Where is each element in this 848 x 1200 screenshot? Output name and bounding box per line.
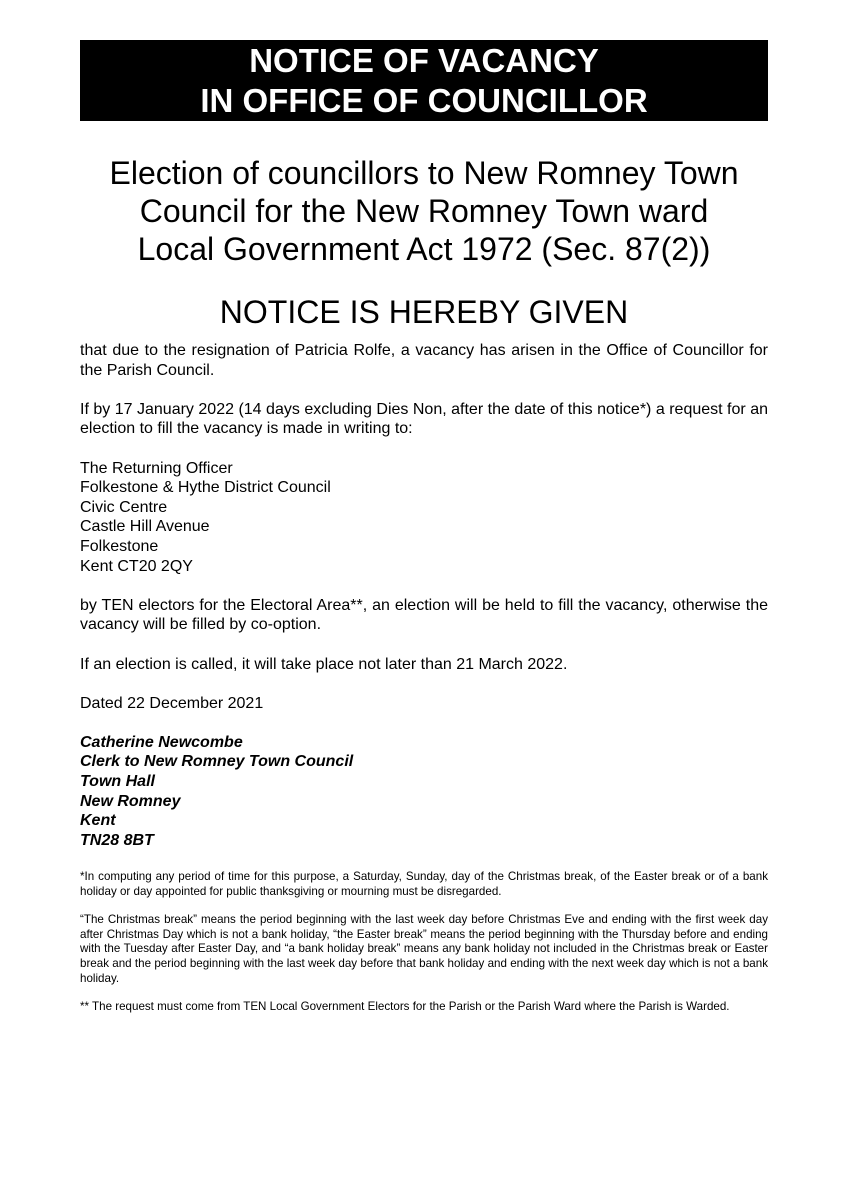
notice-heading: NOTICE IS HEREBY GIVEN <box>219 294 629 330</box>
clerk-signature-block <box>80 733 768 851</box>
signature-line: Clerk to New Romney Town Council <box>80 753 354 771</box>
vacancy-paragraph: that due to the resignation of Patricia Rolfe, a vacancy has arisen in the Office of Councillor for the Parish Council. <box>80 342 768 379</box>
address-line: Folkestone <box>80 537 159 555</box>
footnote-break-definitions: “The Christmas break” means the period beginning with the last week day before Christmas Eve and ending with the first week day after Christmas Day which is not a bank holiday, “the Easter break” means the period beginning with the Thursday before and ending with the Tuesday after Easter Day, and “a bank holiday break” means any bank holiday not included in the Christmas break or Easter break and the period beginning with the last week day before that bank holiday and ending with the next week day which is not a bank holiday. <box>80 913 768 985</box>
returning-officer-address <box>80 459 768 577</box>
electors-paragraph: by TEN electors for the Electoral Area**, an election will be held to fill the vacancy, otherwise the vacancy will be filled by co-option. <box>80 596 768 634</box>
election-date-paragraph: If an election is called, it will take place not later than 21 March 2022. <box>80 655 568 673</box>
title-banner <box>80 40 768 121</box>
signature-line: Kent <box>80 812 116 830</box>
footnote-computing-period: *In computing any period of time for this purpose, a Saturday, Sunday, day of the Christmas break, of the Easter break or of a bank holiday or day appointed for public thanksgiving or mourning must be disregarded. <box>80 870 768 898</box>
banner-line-1: NOTICE OF VACANCY <box>249 42 599 79</box>
signature-line: Catherine Newcombe <box>80 733 243 751</box>
banner-line-2: IN OFFICE OF COUNCILLOR <box>200 82 648 119</box>
subtitle-line-1: Election of councillors to New Romney Town <box>109 155 739 191</box>
address-line: Folkestone & Hythe District Council <box>80 479 331 497</box>
address-line: The Returning Officer <box>80 459 233 477</box>
footnotes <box>80 870 768 1015</box>
signature-line: Town Hall <box>80 773 155 791</box>
address-line: Civic Centre <box>80 498 168 516</box>
dated-line: Dated 22 December 2021 <box>80 694 264 712</box>
subtitle-line-2: Council for the New Romney Town ward <box>139 193 709 229</box>
signature-line: TN28 8BT <box>80 831 154 849</box>
address-line: Castle Hill Avenue <box>80 518 210 536</box>
footnote-electors: ** The request must come from TEN Local Government Electors for the Parish or the Parish Ward where the Parish is Warded. <box>80 1000 730 1014</box>
election-subtitle <box>80 154 768 268</box>
subtitle-line-3: Local Government Act 1972 (Sec. 87(2)) <box>137 231 711 267</box>
notice-document <box>80 40 768 1029</box>
request-paragraph: If by 17 January 2022 (14 days excluding Dies Non, after the date of this notice*) a request for an election to fill the vacancy is made in writing to: <box>80 400 768 438</box>
notice-body <box>80 341 768 850</box>
signature-line: New Romney <box>80 792 181 810</box>
address-line: Kent CT20 2QY <box>80 557 193 575</box>
